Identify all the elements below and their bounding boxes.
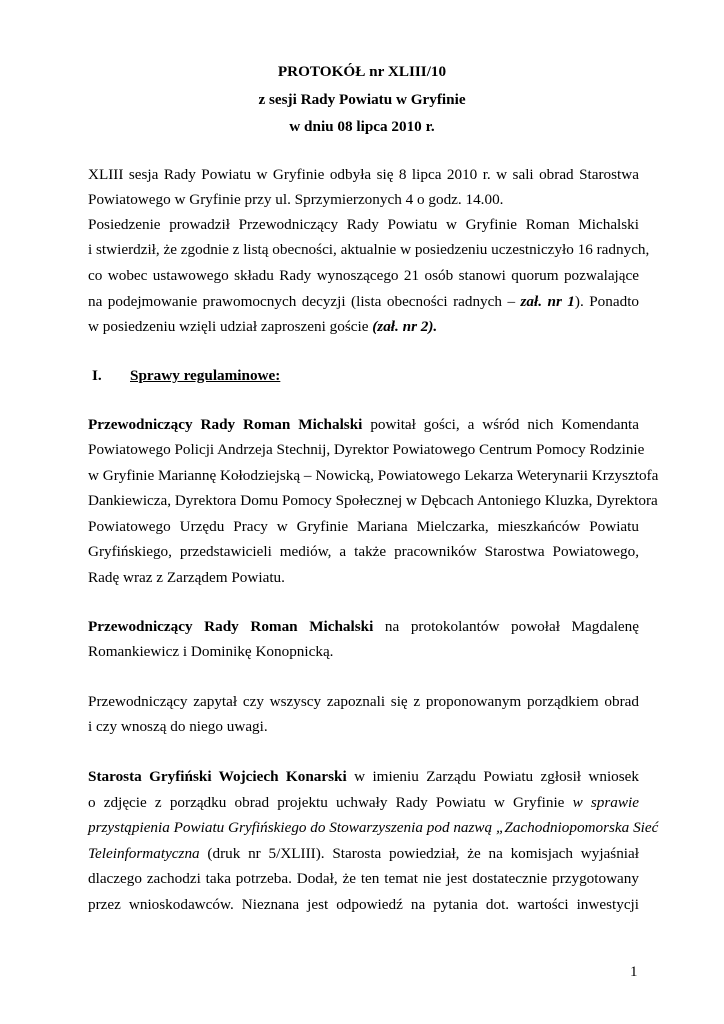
line-text: na podejmowanie prawomocnych decyzji (lista obecności radnych –: [88, 293, 516, 310]
speaker-name: Przewodniczący Rady Roman Michalski: [88, 416, 363, 433]
attachment-ref: (zał. nr 2).: [372, 318, 438, 335]
paragraph-line: [88, 768, 639, 786]
line-text: powitał gości, a wśród nich Komendanta: [370, 416, 639, 433]
section-heading: [92, 367, 280, 385]
session-subtitle: z sesji Rady Powiatu w Gryfinie: [258, 91, 466, 108]
paragraph-line: [88, 845, 639, 863]
paragraph-line: Dankiewicza, Dyrektora Domu Pomocy Społecznej w Dębcach Antoniego Kluzka, Dyrektora: [88, 492, 658, 509]
speaker-name: Starosta Gryfiński Wojciech Konarski: [88, 768, 347, 785]
section-title: Sprawy regulaminowe:: [130, 367, 281, 384]
paragraph-line: dlaczego zachodzi taka potrzeba. Dodał, że ten temat nie jest dostatecznie przygotowany: [88, 870, 639, 887]
paragraph-line: [88, 794, 639, 812]
speaker-name: Przewodniczący Rady Roman Michalski: [88, 618, 374, 635]
paragraph-line: w Gryfinie Mariannę Kołodziejską – Nowicką, Powiatowego Lekarza Weterynarii Krzysztofa: [88, 467, 659, 484]
paragraph-line: Powiatowego Urzędu Pracy w Gryfinie Mariana Mielczarka, mieszkańców Powiatu: [88, 518, 639, 535]
italic-text: Teleinformatyczna: [88, 845, 200, 862]
paragraph-line: Powiatowego Policji Andrzeja Stechnij, Dyrektor Powiatowego Centrum Pomocy Rodzinie: [88, 441, 645, 458]
paragraph-line: przystąpienia Powiatu Gryfińskiego do Stowarzyszenia pod nazwą „Zachodniopomorska Sieć: [88, 819, 659, 836]
paragraph-line: Przewodniczący zapytał czy wszyscy zapoznali się z proponowanym porządkiem obrad: [88, 693, 639, 710]
paragraph-line: przez wnioskodawców. Nieznana jest odpowiedź na pytania dot. wartości inwestycji: [88, 896, 639, 913]
protocol-title: PROTOKÓŁ nr XLIII/10: [277, 63, 447, 80]
line-text: o zdjęcie z porządku obrad projektu uchwały Rady Powiatu w Gryfinie: [88, 794, 565, 811]
paragraph-line: Posiedzenie prowadził Przewodniczący Rady Powiatu w Gryfinie Roman Michalski: [88, 216, 639, 233]
paragraph-line: Powiatowego w Gryfinie przy ul. Sprzymierzonych 4 o godz. 14.00.: [88, 191, 504, 208]
attachment-ref: zał. nr 1: [520, 293, 575, 310]
paragraph-line: XLIII sesja Rady Powiatu w Gryfinie odbyła się 8 lipca 2010 r. w sali obrad Starostwa: [88, 166, 639, 183]
paragraph-line: [88, 318, 639, 336]
italic-text: w sprawie: [572, 794, 639, 811]
line-text: na protokolantów powołał Magdalenę: [384, 618, 639, 635]
line-text: ). Ponadto: [574, 293, 640, 310]
page-number: 1: [630, 964, 638, 980]
paragraph-line: [88, 416, 639, 434]
paragraph-line: i czy wnoszą do niego uwagi.: [88, 718, 268, 735]
paragraph-line: co wobec ustawowego składu Rady wynoszącego 21 osób stanowi quorum pozwalające: [88, 267, 639, 284]
line-text: w imieniu Zarządu Powiatu zgłosił wniosek: [354, 768, 640, 785]
paragraph-line: [88, 293, 639, 311]
section-number: I.: [92, 367, 102, 384]
paragraph-line: Gryfińskiego, przedstawicieli mediów, a także pracowników Starostwa Powiatowego,: [88, 543, 639, 560]
paragraph-line: Romankiewicz i Dominikę Konopnicką.: [88, 643, 334, 660]
paragraph-line: [88, 618, 639, 636]
paragraph-line: i stwierdził, że zgodnie z listą obecności, aktualnie w posiedzeniu uczestniczyło 16 radnych,: [88, 241, 650, 258]
line-text: w posiedzeniu wzięli udział zaproszeni goście: [88, 318, 369, 335]
paragraph-line: Radę wraz z Zarządem Powiatu.: [88, 569, 285, 586]
line-text: (druk nr 5/XLIII). Starosta powiedział, że na komisjach wyjaśniał: [207, 845, 639, 862]
session-date: w dniu 08 lipca 2010 r.: [289, 118, 435, 135]
